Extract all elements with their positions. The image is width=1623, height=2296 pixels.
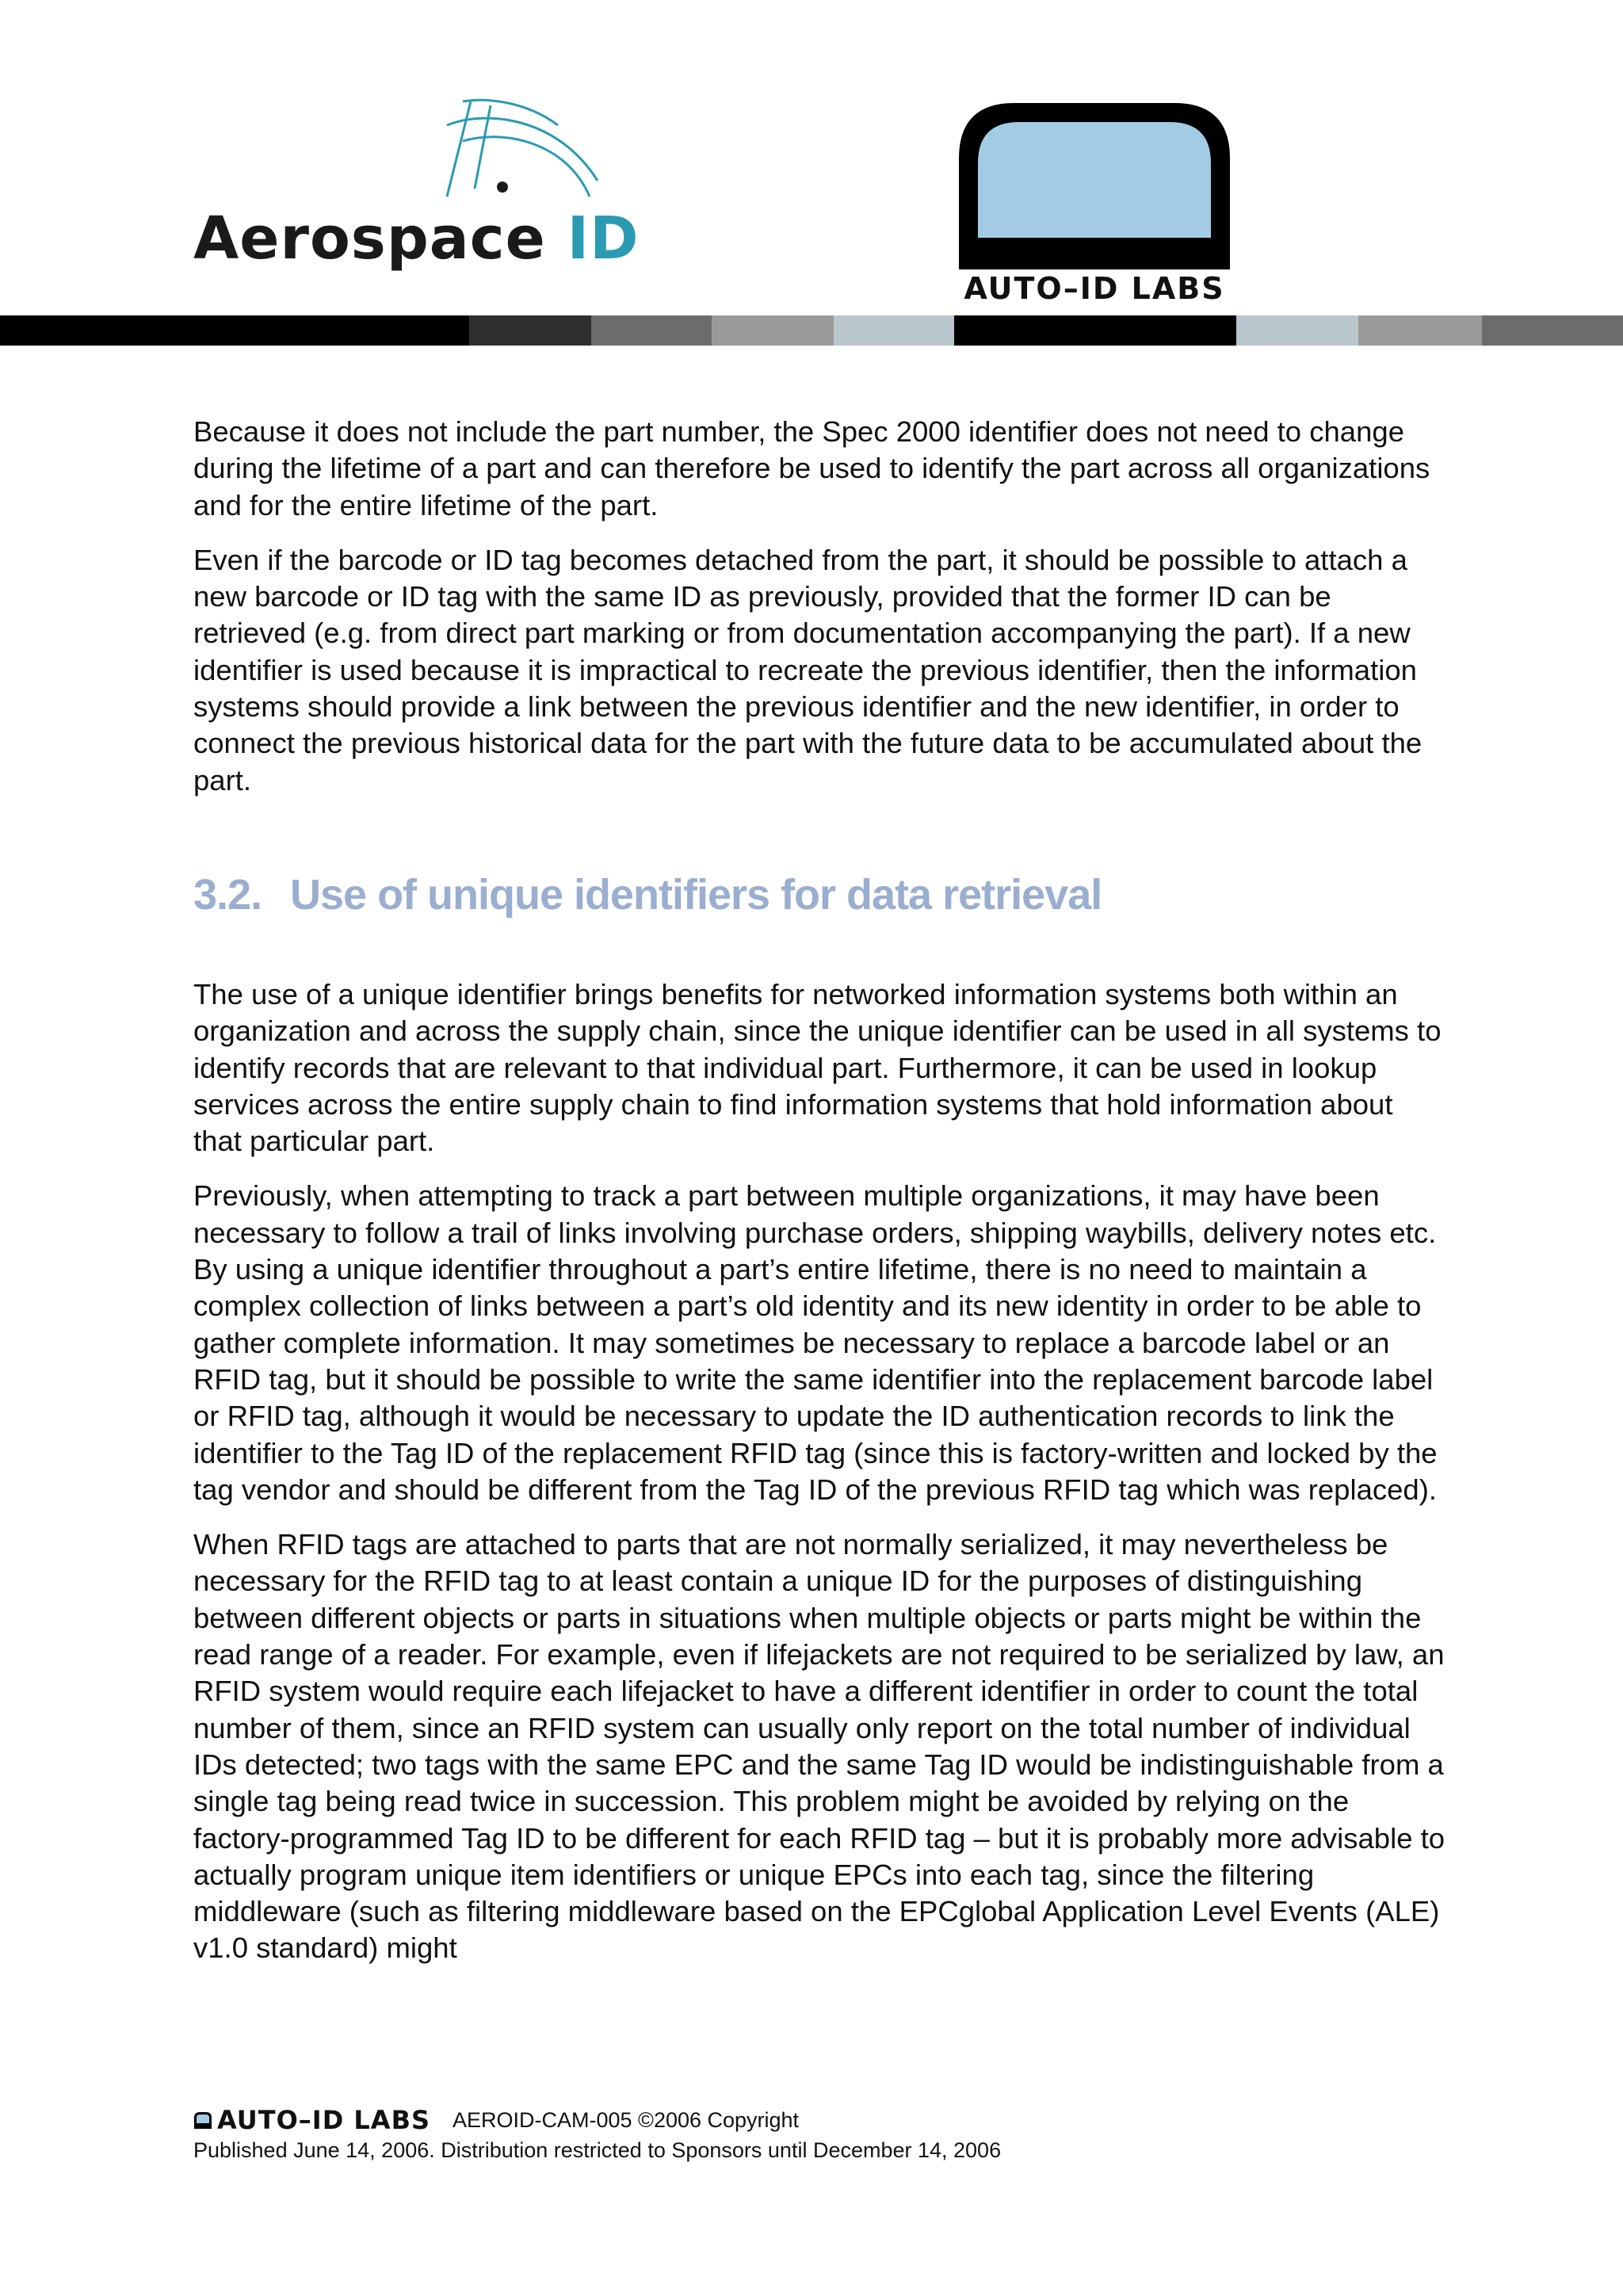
aerospace-logo-text xyxy=(193,204,640,273)
header-stripe-segment xyxy=(954,315,1236,346)
footer-line-1 xyxy=(193,2103,1461,2137)
header-stripe-segment xyxy=(1358,315,1482,346)
paragraph: When RFID tags are attached to parts that are not normally serialized, it may nevertheless be necessary for the RFID tag to at least contain a unique ID for the purposes of distinguishing between different objects or parts in situations when multiple objects or parts might be within the read range of a reader. For example, even if lifejackets are not required to be serialized by law, an RFID system would require each lifejacket to have a different identifier in order to count the total number of them, since an RFID system can usually only report on the total number of individual IDs detected; two tags with the same EPC and the same Tag ID would be indistinguishable from a single tag being read twice in succession. This problem might be avoided by relying on the factory-programmed Tag ID to be different for each RFID tag – but it is probably more advisable to actually program unique item identifiers or unique EPCs into each tag, since the filtering middleware (such as filtering middleware based on the EPCglobal Application Level Events (ALE) v1.0 standard) might xyxy=(193,1528,1445,1965)
main-content xyxy=(193,414,1445,1985)
header-stripe-segment xyxy=(1236,315,1358,346)
footer-brand: AUTO–ID LABS xyxy=(217,2105,430,2135)
aerospace-id-word: ID xyxy=(567,204,640,273)
autoid-window-icon xyxy=(951,95,1238,269)
section-title: Use of unique identifiers for data retrieval xyxy=(290,870,1102,919)
aerospace-word: Aerospace xyxy=(193,204,546,273)
paragraph: Because it does not include the part number, the Spec 2000 identifier does not need to change during the lifetime of a part and can therefore be used to identify the part across all organizations and for the entire lifetime of the part. xyxy=(193,415,1430,521)
paragraph: The use of a unique identifier brings benefits for networked information systems both within an organization and across the supply chain, since the unique identifier can be used in all systems to identify records that are relevant to that individual part. Furthermore, it can be used in lookup services across the entire supply chain to find information systems that hold information about that particular part. xyxy=(193,977,1442,1158)
header-stripe-segment xyxy=(0,315,469,346)
footer-doc-id: AEROID-CAM-005 ©2006 Copyright xyxy=(453,2107,800,2132)
aerospace-id-logo xyxy=(193,94,640,273)
autoid-labs-logo xyxy=(951,95,1238,309)
footer-published: Published June 14, 2006. Distribution restricted to Sponsors until December 14, 2006 xyxy=(193,2138,1002,2162)
page-footer xyxy=(193,2103,1461,2163)
section-heading xyxy=(193,869,1445,921)
section-number: 3.2. xyxy=(193,870,262,919)
autoid-small-logo-icon xyxy=(193,2111,212,2129)
header-stripe-segment xyxy=(834,315,954,346)
header-stripe-segment xyxy=(1482,315,1623,346)
header-stripe-segment xyxy=(712,315,834,346)
header-stripe-segment xyxy=(591,315,712,346)
paragraph: Even if the barcode or ID tag becomes detached from the part, it should be possible to attach a new barcode or ID tag with the same ID as previously, provided that the former ID can be retrieved (e.g. from direct part marking or from documentation accompanying the part). If a new identifier is used because it is impractical to recreate the previous identifier, then the information systems should provide a link between the previous identifier and the new identifier, in order to connect the previous historical data for the part with the future data to be accumulated about the part. xyxy=(193,543,1423,797)
autoid-logo-text: AUTO–ID LABS xyxy=(964,271,1225,306)
header-stripe-segment xyxy=(469,315,591,346)
paragraph: Previously, when attempting to track a part between multiple organizations, it may have been necessary to follow a trail of links involving purchase orders, shipping waybills, delivery notes etc. By using a unique identifier throughout a part’s entire lifetime, there is no need to maintain a complex collection of links between a part’s old identity and its new identity in order to be able to gather complete information. It may sometimes be necessary to replace a barcode label or an RFID tag, but it should be possible to write the same identifier into the replacement barcode label or RFID tag, although it would be necessary to update the ID authentication records to link the identifier to the Tag ID of the replacement RFID tag (since this is factory-written and locked by the tag vendor and should be different from the Tag ID of the previous RFID tag which was replaced). xyxy=(193,1179,1438,1506)
